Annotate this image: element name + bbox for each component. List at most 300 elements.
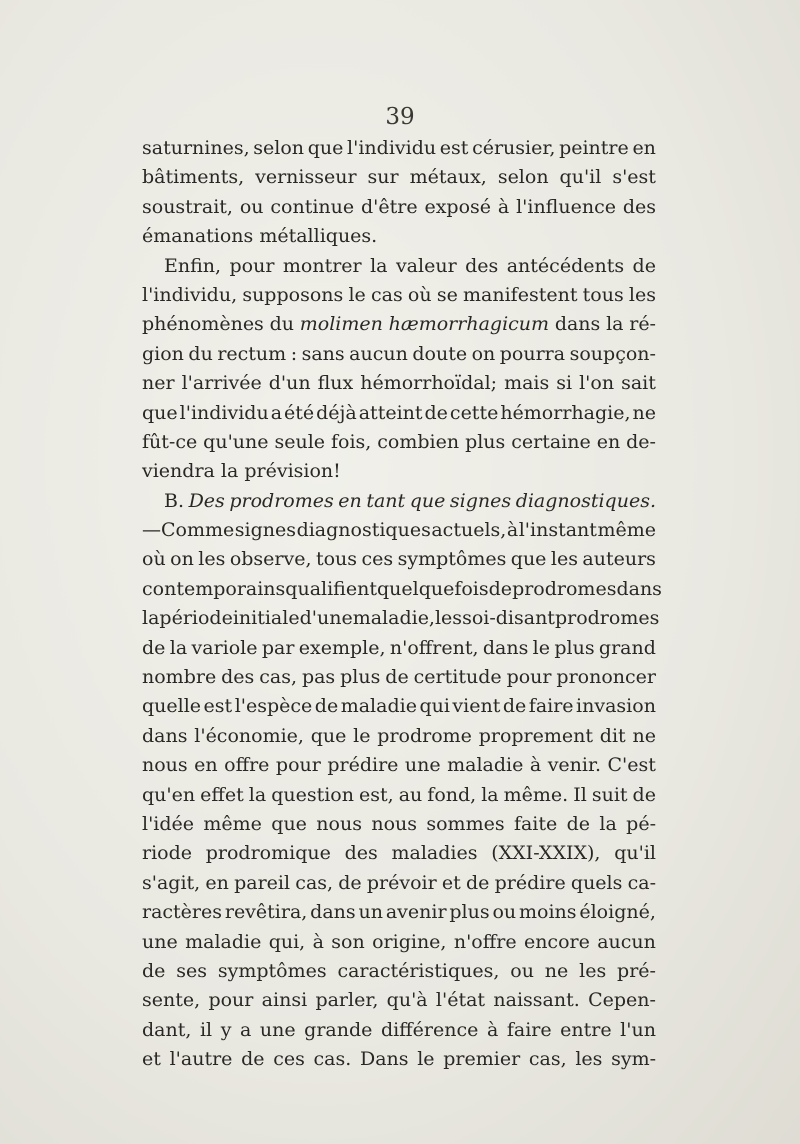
word: a [239, 1018, 252, 1041]
word: ca- [627, 871, 656, 894]
word: ou [239, 195, 264, 218]
word: supposons [242, 283, 344, 306]
text-line [142, 986, 656, 1015]
word: prodromique [205, 842, 331, 865]
word: cas, [259, 666, 297, 689]
text-line [142, 134, 656, 163]
word: de [632, 254, 656, 277]
word: de- [626, 430, 656, 453]
word: antécédents [506, 254, 625, 277]
word: d'une [299, 607, 353, 630]
word: dit [599, 724, 626, 747]
word: : [290, 342, 298, 365]
text-line [142, 457, 656, 486]
word: l'économie, [194, 724, 304, 747]
word: de [241, 1048, 265, 1071]
word: tous [315, 548, 358, 571]
word: des [344, 842, 378, 865]
word: été [284, 401, 315, 424]
word: s'est [612, 166, 656, 189]
word: et [441, 871, 461, 894]
word: naissant. [493, 989, 580, 1012]
word: de [566, 812, 591, 835]
word: diagnostiques. [515, 489, 656, 512]
word: prédire [494, 871, 566, 894]
word: (XXI-XXIX), [491, 842, 601, 865]
word: ner [142, 372, 175, 395]
word: les [198, 548, 226, 571]
word: de [488, 577, 513, 600]
word: de [502, 695, 527, 718]
word: les [628, 283, 656, 306]
word: que [271, 812, 307, 835]
word: peintre [559, 137, 629, 159]
word: soustrait, [142, 195, 233, 218]
word: l'influence [516, 195, 616, 218]
text-line [142, 1016, 656, 1045]
word: faire [528, 695, 574, 718]
word: on [471, 342, 496, 365]
word: premier [443, 1048, 521, 1071]
word: symptômes [397, 548, 507, 571]
word: sente, [142, 989, 201, 1012]
word: cette [449, 401, 499, 424]
word: l'individu [347, 137, 437, 159]
word: venir. [547, 754, 602, 777]
word: plus [340, 666, 381, 689]
word: en [205, 871, 229, 894]
text-line [142, 604, 660, 633]
word: s'agit, [142, 871, 201, 894]
word: qu'en [142, 783, 196, 806]
word: qu'une [203, 430, 269, 453]
word: vient [452, 695, 501, 718]
word: se [436, 283, 458, 306]
word: la [599, 812, 617, 835]
word: manifestent [463, 283, 578, 306]
word: l'individu, [142, 283, 238, 306]
word: fois, [330, 430, 372, 453]
word: quelquefois [376, 577, 489, 600]
word: faire [506, 1018, 552, 1041]
word: est [203, 695, 233, 718]
text-line [142, 340, 656, 369]
word: nous [142, 754, 188, 777]
word: y [220, 1018, 232, 1041]
word: selon [253, 137, 305, 159]
word: le [353, 724, 371, 747]
word: ou [492, 901, 517, 924]
word: pourra [499, 342, 566, 365]
word: contemporains [142, 577, 286, 600]
text-line [142, 751, 656, 780]
word: proprement [478, 724, 594, 747]
word: la [606, 313, 624, 336]
word: C'est [607, 754, 656, 777]
word: de [338, 871, 362, 894]
word: de [142, 636, 166, 659]
word: et [142, 1048, 161, 1071]
word: mais [504, 372, 550, 395]
word: qu'il [559, 166, 602, 189]
text-line [142, 928, 656, 957]
word: suit [591, 783, 628, 806]
word: l'autre [169, 1048, 233, 1071]
word: nous [371, 812, 417, 835]
word: en [194, 754, 218, 777]
word: aucun [597, 930, 656, 953]
word: combien [377, 430, 460, 453]
word: l'individu [179, 401, 269, 424]
word: dans [310, 901, 356, 924]
word: sommes [426, 812, 505, 835]
word: diagnostiques [296, 519, 431, 542]
word: les [550, 548, 578, 571]
word: hæmorrhagicum [388, 313, 550, 336]
word: prédire [327, 754, 399, 777]
word: montrer [282, 254, 362, 277]
word: la [169, 636, 188, 659]
word: sur [367, 166, 399, 189]
word: l'arrivée [181, 372, 262, 395]
word: flux [317, 372, 354, 395]
word: doute [412, 342, 468, 365]
word: ces [361, 548, 394, 571]
word: qu'à [386, 989, 428, 1012]
word: dans [616, 577, 662, 600]
word: dans [554, 313, 601, 336]
word: dans [482, 636, 529, 659]
word: la [481, 783, 499, 806]
word: par [261, 636, 295, 659]
word: phénomènes [142, 313, 264, 336]
text-line [142, 281, 656, 310]
word: des [221, 666, 255, 689]
word: continue [270, 195, 355, 218]
word: quelle [142, 695, 202, 718]
text-line [142, 163, 656, 192]
text-line [142, 839, 656, 868]
word: que [307, 137, 344, 159]
word: dant, [142, 1018, 192, 1041]
word: saturnines, [142, 137, 250, 159]
word: offre [224, 754, 270, 777]
word: ces [273, 1048, 305, 1071]
word: soi-disant [462, 607, 555, 630]
word: que [142, 401, 178, 424]
word: moins [518, 901, 577, 924]
word: Cepen- [588, 989, 656, 1012]
word: qui, [268, 930, 306, 953]
word: des [465, 254, 499, 277]
word: n'offrent, [389, 636, 479, 659]
word: Des [188, 489, 225, 512]
text-line [142, 369, 656, 398]
word: rectum [217, 342, 287, 365]
word: ses [176, 959, 208, 982]
word: de [466, 871, 490, 894]
word: selon [497, 166, 549, 189]
word: parler, [315, 989, 379, 1012]
word: sait [621, 372, 656, 395]
word: déjà [316, 401, 357, 424]
word: signes [449, 489, 512, 512]
word: exemple, [298, 636, 386, 659]
word: de [314, 695, 339, 718]
word: où [142, 548, 166, 571]
word: l'un [620, 1018, 656, 1041]
text-line [142, 898, 656, 927]
word: tous [582, 283, 624, 306]
word: que [409, 489, 446, 512]
word: du [188, 342, 213, 365]
word: atteint [358, 401, 423, 424]
word: cas. [313, 1048, 352, 1071]
word: l'idée [142, 812, 195, 835]
page-number: 39 [385, 104, 415, 130]
word: revêtira, [224, 901, 308, 924]
word: est, [359, 783, 394, 806]
word: au [398, 783, 423, 806]
word: période [159, 607, 233, 630]
text-line [142, 310, 656, 339]
word: le [417, 1048, 435, 1071]
word: éloigné, [579, 901, 656, 924]
word: ré- [629, 313, 656, 336]
word: cas [370, 283, 403, 306]
word: l'état [435, 989, 486, 1012]
word: actuels, [431, 519, 507, 542]
text-line [142, 487, 656, 516]
word: une [142, 930, 178, 953]
word: caractéristiques, [337, 959, 500, 982]
word: les [434, 607, 463, 630]
text-line [142, 663, 656, 692]
word: certitude [413, 666, 502, 689]
word: d'être [361, 195, 418, 218]
word: grande [304, 1018, 373, 1041]
word: à [497, 195, 510, 218]
word: prodromes [554, 607, 660, 630]
word: plus [465, 430, 506, 453]
word: riode [142, 842, 193, 865]
word: hémorrhagie, [500, 401, 631, 424]
word: exposé [424, 195, 492, 218]
word: une [404, 754, 441, 777]
word: fût-ce [142, 430, 198, 453]
word: maladie, [352, 607, 435, 630]
word: le [532, 636, 550, 659]
word: l'on [579, 372, 615, 395]
word: l'instant [518, 519, 597, 542]
word: pareil [234, 871, 291, 894]
word: un [358, 901, 383, 924]
text-line [142, 193, 656, 222]
text-line [142, 252, 656, 281]
word: même [597, 519, 656, 542]
text-line [142, 722, 656, 751]
word: en [338, 489, 362, 512]
word: maladie [340, 695, 417, 718]
word: pour [229, 254, 275, 277]
word: variole [191, 636, 258, 659]
word: auteurs [582, 548, 656, 571]
word: pré- [617, 959, 656, 982]
word: B. [164, 489, 185, 512]
word: Dans [359, 1048, 409, 1071]
word: de [385, 666, 409, 689]
word: de [424, 401, 448, 424]
word: sym- [611, 1048, 656, 1071]
text-line [142, 545, 656, 574]
word: le [348, 283, 366, 306]
word: en [596, 430, 621, 453]
word: cérusier, [472, 137, 556, 159]
word: tant [366, 489, 406, 512]
word: pour [208, 989, 254, 1012]
word: maladie [185, 930, 262, 953]
word: origine, [372, 930, 447, 953]
word: il [199, 1018, 213, 1041]
word: —Comme [142, 519, 235, 542]
word: ainsi [261, 989, 308, 1012]
word: on [170, 548, 194, 571]
word: nous [316, 812, 362, 835]
body-text [142, 134, 662, 1075]
word: nombre [142, 666, 217, 689]
word: ou [510, 959, 534, 982]
word: qui [419, 695, 450, 718]
text-line [142, 634, 656, 663]
word: faite [513, 812, 558, 835]
word: maladies [391, 842, 478, 865]
word: certaine [511, 430, 591, 453]
word: quels [570, 871, 623, 894]
word: de [142, 959, 166, 982]
word: gion [142, 342, 184, 365]
word: la [370, 254, 388, 277]
word: son [331, 930, 365, 953]
word: qu'il [614, 842, 656, 865]
word: les [579, 959, 607, 982]
word: maladie [447, 754, 524, 777]
word: de [632, 783, 656, 806]
word: des [622, 195, 656, 218]
word: Enfin, [164, 254, 222, 277]
word: prodromes [229, 489, 334, 512]
word: seule [274, 430, 326, 453]
text-line [142, 222, 656, 251]
word: plus [554, 636, 595, 659]
word: métaux, [409, 166, 487, 189]
word: prodromes [512, 577, 617, 600]
word: effet [200, 783, 244, 806]
word: pé- [626, 812, 656, 835]
word: aucun [349, 342, 408, 365]
word: prévoir [366, 871, 437, 894]
word: fond, [427, 783, 477, 806]
text-line [142, 575, 662, 604]
word: bâtiments, [142, 166, 245, 189]
word: cas, [295, 871, 334, 894]
word: vernisseur [255, 166, 357, 189]
word: encore [523, 930, 590, 953]
word: grand [598, 636, 656, 659]
word: prodrome [377, 724, 472, 747]
text-line [142, 399, 656, 428]
word: a [270, 401, 283, 424]
word: observe, [229, 548, 312, 571]
word: ractères [142, 901, 223, 924]
word: la [142, 607, 160, 630]
word: symptômes [217, 959, 327, 982]
word: entre [560, 1018, 612, 1041]
word: du [269, 313, 294, 336]
word: même [203, 812, 262, 835]
word: pour [506, 666, 552, 689]
word: plus [449, 901, 490, 924]
word: à [529, 754, 542, 777]
word: molimen [299, 313, 383, 336]
word: pas [301, 666, 336, 689]
word: avenir [385, 901, 447, 924]
word: les [575, 1048, 603, 1071]
word: différence [380, 1018, 479, 1041]
word: sans [301, 342, 345, 365]
word: d'un [268, 372, 311, 395]
word: Il [573, 783, 587, 806]
text-line [142, 781, 656, 810]
word: pour [275, 754, 321, 777]
word: qualifient [285, 577, 377, 600]
word: invasion [576, 695, 656, 718]
word: la [248, 783, 267, 806]
word: ne [632, 401, 656, 424]
word: hémorrhoïdal; [360, 372, 498, 395]
word: dans [142, 724, 188, 747]
word: l'espèce [234, 695, 313, 718]
text-line [142, 810, 656, 839]
word: initiale [232, 607, 300, 630]
word: question [271, 783, 354, 806]
word: même. [503, 783, 569, 806]
text-line [142, 428, 656, 457]
word: soupçon- [569, 342, 656, 365]
word: n'offre [453, 930, 517, 953]
word: une [259, 1018, 296, 1041]
word: signes [234, 519, 297, 542]
word: est [439, 137, 469, 159]
word: ne [632, 724, 656, 747]
text-segment: viendra la prévision! [142, 460, 341, 483]
text-line [142, 516, 656, 545]
word: ne [544, 959, 569, 982]
word: que [310, 724, 347, 747]
word: à [312, 930, 324, 953]
text-line [142, 869, 656, 898]
word: si [556, 372, 573, 395]
text-line [142, 1045, 656, 1074]
word: que [510, 548, 547, 571]
text-segment: émanations métalliques. [142, 225, 378, 248]
text-line [142, 692, 656, 721]
text-line [142, 957, 656, 986]
word: à [506, 519, 519, 542]
word: à [486, 1018, 499, 1041]
word: en [632, 137, 656, 159]
word: cas, [528, 1048, 567, 1071]
word: où [407, 283, 432, 306]
